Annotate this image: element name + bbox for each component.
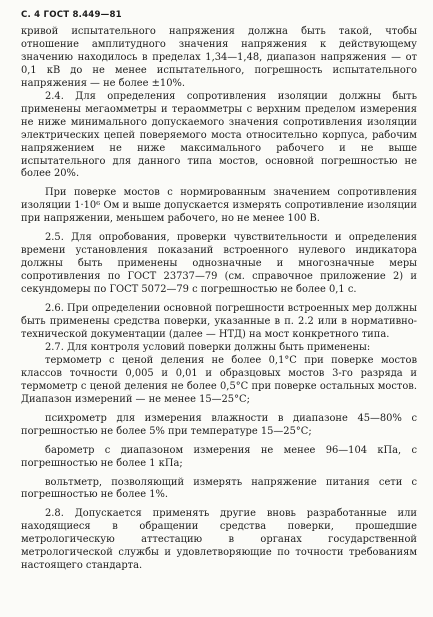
paragraph-continuation: кривой испытательного напряжения должна быть такой, чтобы отношение амплитудного значения напряжения к действующему значению находилось в пределах 1,34—1,48, диапазон напряжения — от 0,1 кВ до не менее испытательного, погрешность испытательного напряжения — не более ±10%. <box>21 26 417 89</box>
paragraph-2-5: 2.5. Для опробования, проверки чувствительности и определения времени установления показаний встроенного нулевого индикатора должны быть применены однозначные и многозначные меры сопротивления по ГОСТ 23737—79 (см. справочное приложение 2) и секундомеры по ГОСТ 5072—79 с погрешностью не более 0,1 с. <box>21 232 417 296</box>
body-text <box>21 26 417 573</box>
paragraph-2-4: 2.4. Для определения сопротивления изоляции должны быть применены мегаомметры и тераомметры с верхним пределом измерения не ниже минимального допускаемого значения сопротивления изоляции электрических цепей поверяемого моста относительно корпуса, рабочим напряжением не ниже максимального рабочего и не выше испытательного для данного типа мостов, основной погрешностью не более 20%. <box>21 90 417 180</box>
list-item-voltmeter: вольтметр, позволяющий измерять напряжение питания сети с погрешностью не более 1%. <box>21 476 417 501</box>
list-item-thermometer: термометр с ценой деления не более 0,1°С при поверке мостов классов точности 0,005 и 0,01 и образцовых мостов 3-го разряда и термометр с ценой деления не более 0,5°С при поверке остальных мостов. Диапазон измерений — не менее 15—25°С; <box>21 354 417 405</box>
paragraph-2-7: 2.7. Для контроля условий поверки должны быть применены: <box>45 341 371 353</box>
list-item-barometer: барометр с диапазоном измерения не менее 96—104 кПа, с погрешностью не более 1 кПа; <box>21 444 417 469</box>
paragraph-2-6: 2.6. При определении основной погрешности встроенных мер должны быть применены средства поверки, указанные в п. 2.2 или в нормативно-технической документации (далее — НТД) на мост конкретного типа. <box>21 303 417 340</box>
paragraph-insulation-note: При поверке мостов с нормированным значением сопротивления изоляции 1·10⁶ Ом и выше допускается измерять сопротивление изоляции при напряжении, меньшем рабочего, но не менее 100 В. <box>21 187 417 225</box>
page-header: С. 4 ГОСТ 8.449—81 <box>21 10 122 20</box>
list-item-psychrometer: психрометр для измерения влажности в диапазоне 45—80% с погрешностью не более 5% при температуре 15—25°С; <box>21 412 417 437</box>
paragraph-2-8: 2.8. Допускается применять другие вновь разработанные или находящиеся в обращении средства поверки, прошедшие метрологическую аттестацию в органах государственной метрологической службы и удовлетворяющие по точности требованиям настоящего стандарта. <box>21 508 417 572</box>
